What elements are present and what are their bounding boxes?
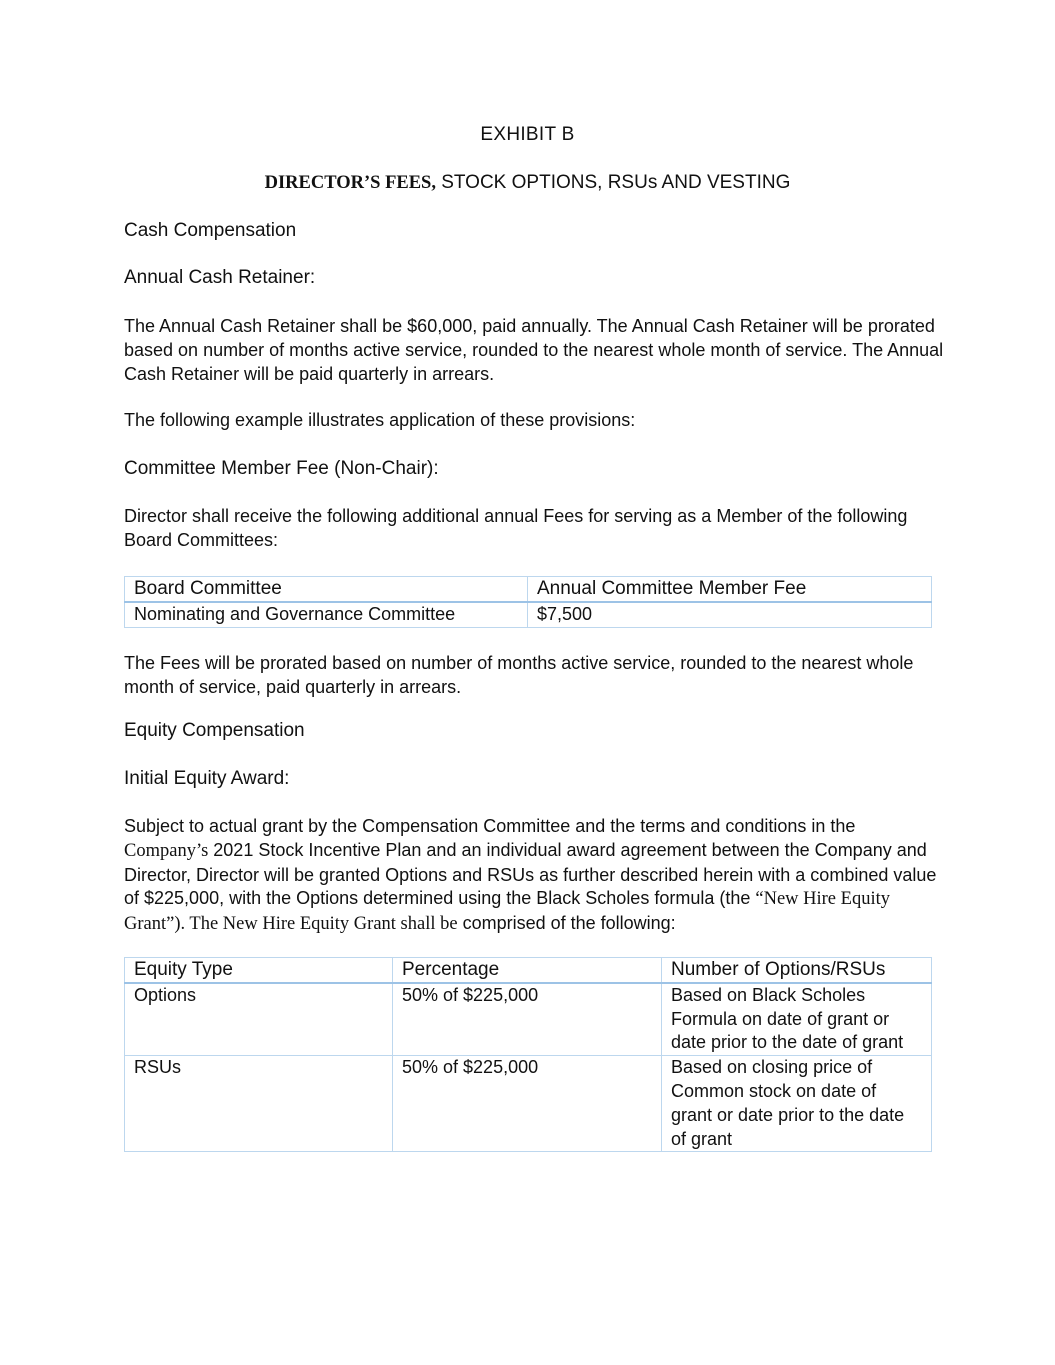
committee-fee-table xyxy=(124,576,932,628)
example-paragraph: The following example illustrates application of these provisions: xyxy=(124,410,636,430)
document-subtitle xyxy=(0,172,1055,194)
table-header-row xyxy=(125,958,932,983)
column-header: Board Committee xyxy=(125,577,528,603)
number-cell: Based on closing price of Common stock on date of grant or date prior to the date of grant xyxy=(662,1056,932,1152)
retainer-paragraph: The Annual Cash Retainer shall be $60,000, paid annually. The Annual Cash Retainer will be prorated based on number of months active service, rounded to the nearest whole month of service. The Annual Cash Retainer will be paid quarterly in arrears. xyxy=(124,316,944,384)
table-row xyxy=(125,983,932,1056)
fees-proration-paragraph: The Fees will be prorated based on number of months active service, rounded to the nearest whole month of service, paid quarterly in arrears. xyxy=(124,653,914,697)
committee-fee-heading: Committee Member Fee (Non-Chair): xyxy=(124,458,439,479)
cash-compensation-heading: Cash Compensation xyxy=(124,220,297,241)
column-header: Number of Options/RSUs xyxy=(662,958,932,983)
committee-paragraph: Director shall receive the following additional annual Fees for serving as a Member of the following Board Committees: xyxy=(124,506,908,550)
committee-name-cell: Nominating and Governance Committee xyxy=(125,602,528,628)
equity-award-paragraph xyxy=(124,815,939,937)
percentage-cell: 50% of $225,000 xyxy=(393,983,662,1056)
award-text-part: 2021 Stock Incentive Plan and an individual award agreement between the Company and Director, Director will be granted Options and RSUs as further described herein with a combined value of $225,000, with the Options determined using the Black Scholes formula (the xyxy=(124,839,937,909)
column-header: Equity Type xyxy=(125,958,393,983)
award-text-part: comprised of the following: xyxy=(457,913,676,934)
subtitle-bold-part: DIRECTOR’S FEES, xyxy=(264,173,436,193)
equity-type-cell: Options xyxy=(125,983,393,1056)
exhibit-title: EXHIBIT B xyxy=(480,124,575,145)
column-header: Percentage xyxy=(393,958,662,983)
committee-fee-cell: $7,500 xyxy=(528,602,932,628)
equity-compensation-heading: Equity Compensation xyxy=(124,720,305,741)
subtitle-rest: STOCK OPTIONS, RSUs AND VESTING xyxy=(435,172,791,193)
equity-type-cell: RSUs xyxy=(125,1056,393,1152)
percentage-cell: 50% of $225,000 xyxy=(393,1056,662,1152)
number-cell: Based on Black Scholes Formula on date of grant or date prior to the date of grant xyxy=(662,983,932,1056)
column-header: Annual Committee Member Fee xyxy=(528,577,932,603)
award-text-part: Subject to actual grant by the Compensation Committee and the terms and conditions in the xyxy=(124,816,856,836)
annual-cash-retainer-heading: Annual Cash Retainer: xyxy=(124,267,316,288)
equity-award-table xyxy=(124,957,932,1152)
table-row xyxy=(125,1056,932,1152)
award-text-part: Company’s xyxy=(124,840,209,861)
table-row xyxy=(125,602,932,628)
table-header-row xyxy=(125,577,932,603)
initial-equity-award-heading: Initial Equity Award: xyxy=(124,768,290,789)
award-text-part: “New Hire Equity Grant”). The New Hire Equity Grant shall be xyxy=(124,889,890,935)
